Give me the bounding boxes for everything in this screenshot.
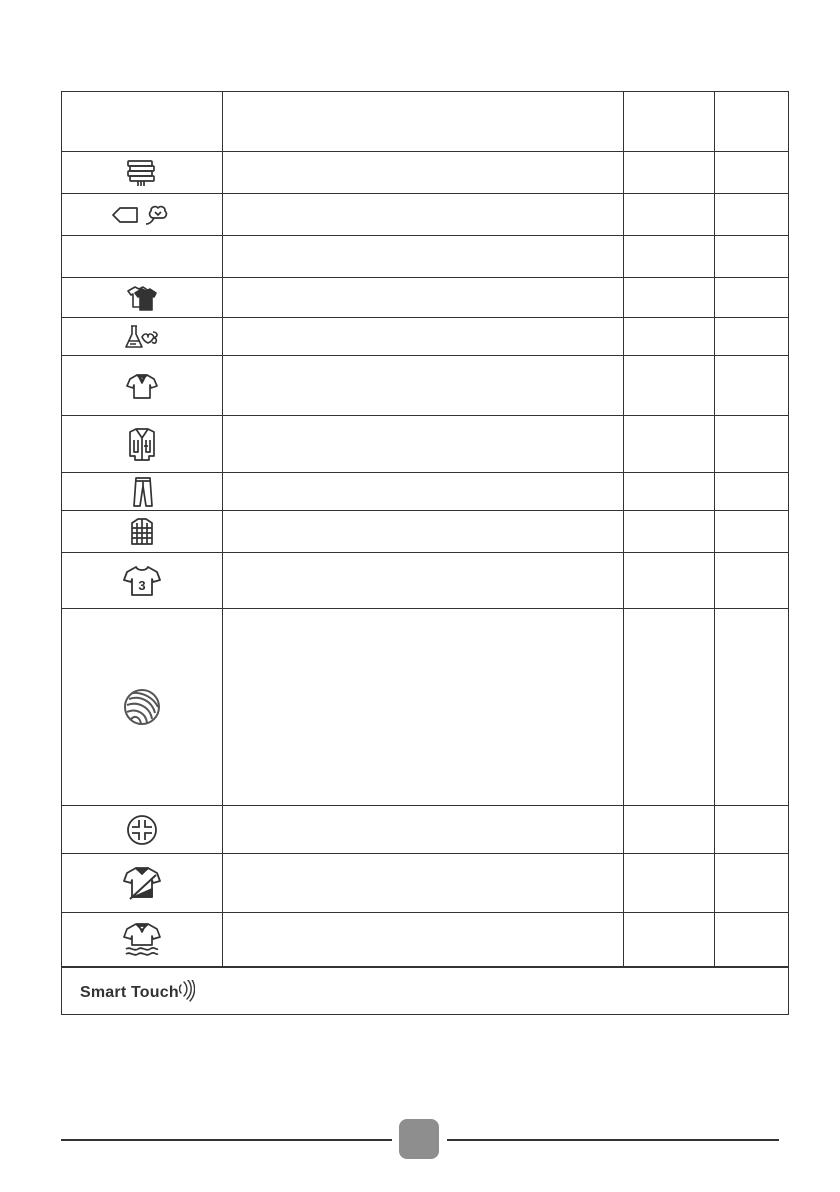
table-row — [62, 152, 789, 194]
jeans-icon — [130, 476, 154, 508]
header-cell-3 — [624, 92, 715, 152]
table-row — [62, 194, 789, 236]
page-number-badge — [399, 1119, 439, 1159]
table-row — [62, 416, 789, 473]
table-row — [62, 854, 789, 913]
header-row — [62, 92, 789, 152]
icon-cell — [62, 278, 223, 318]
table-row — [62, 356, 789, 416]
icon-cell — [62, 152, 223, 194]
icon-cell — [62, 416, 223, 473]
header-cell-4 — [715, 92, 789, 152]
icon-cell — [62, 913, 223, 967]
table-row — [62, 609, 789, 806]
table-row — [62, 318, 789, 356]
icon-cell — [62, 236, 223, 278]
table-row — [62, 913, 789, 967]
table-row — [62, 473, 789, 511]
shirt-number-label: 3 — [138, 577, 146, 593]
icon-cell — [62, 806, 223, 854]
icon-cell — [62, 854, 223, 913]
smart-touch-text: Smart Touch — [80, 983, 179, 1001]
footer-rule-left — [61, 1139, 392, 1141]
mixed-colours-icon — [125, 283, 159, 313]
wireless-signal-icon — [179, 980, 195, 1002]
smart-touch-row — [62, 967, 789, 1015]
shirt-collar-icon — [124, 371, 160, 401]
smart-touch-cell — [62, 967, 789, 1015]
icon-cell — [62, 609, 223, 806]
icon-cell — [62, 318, 223, 356]
down-jacket-icon — [127, 516, 157, 548]
table-row — [62, 236, 789, 278]
synthetics-flask-icon — [122, 323, 162, 351]
header-cell-1 — [62, 92, 223, 152]
jacket-icon — [126, 426, 158, 462]
table-row — [62, 553, 789, 609]
smart-touch-logo — [80, 980, 195, 1002]
shirt-crossed-icon — [122, 865, 162, 901]
icon-cell — [62, 194, 223, 236]
wool-skein-icon — [122, 687, 162, 727]
footer-rule-right — [447, 1139, 779, 1141]
icon-cell — [62, 553, 223, 609]
circle-cross-icon — [125, 813, 159, 847]
table-row — [62, 806, 789, 854]
icon-cell — [62, 473, 223, 511]
icon-cell — [62, 356, 223, 416]
sports-shirt-number-icon — [122, 564, 162, 598]
table-row — [62, 511, 789, 553]
shirt-waves-icon — [122, 921, 162, 957]
header-cell-2 — [223, 92, 624, 152]
towels-stack-icon — [125, 158, 159, 188]
programme-table — [61, 91, 789, 1015]
table-row — [62, 278, 789, 318]
cotton-tag-icon — [111, 202, 173, 228]
icon-cell — [62, 511, 223, 553]
